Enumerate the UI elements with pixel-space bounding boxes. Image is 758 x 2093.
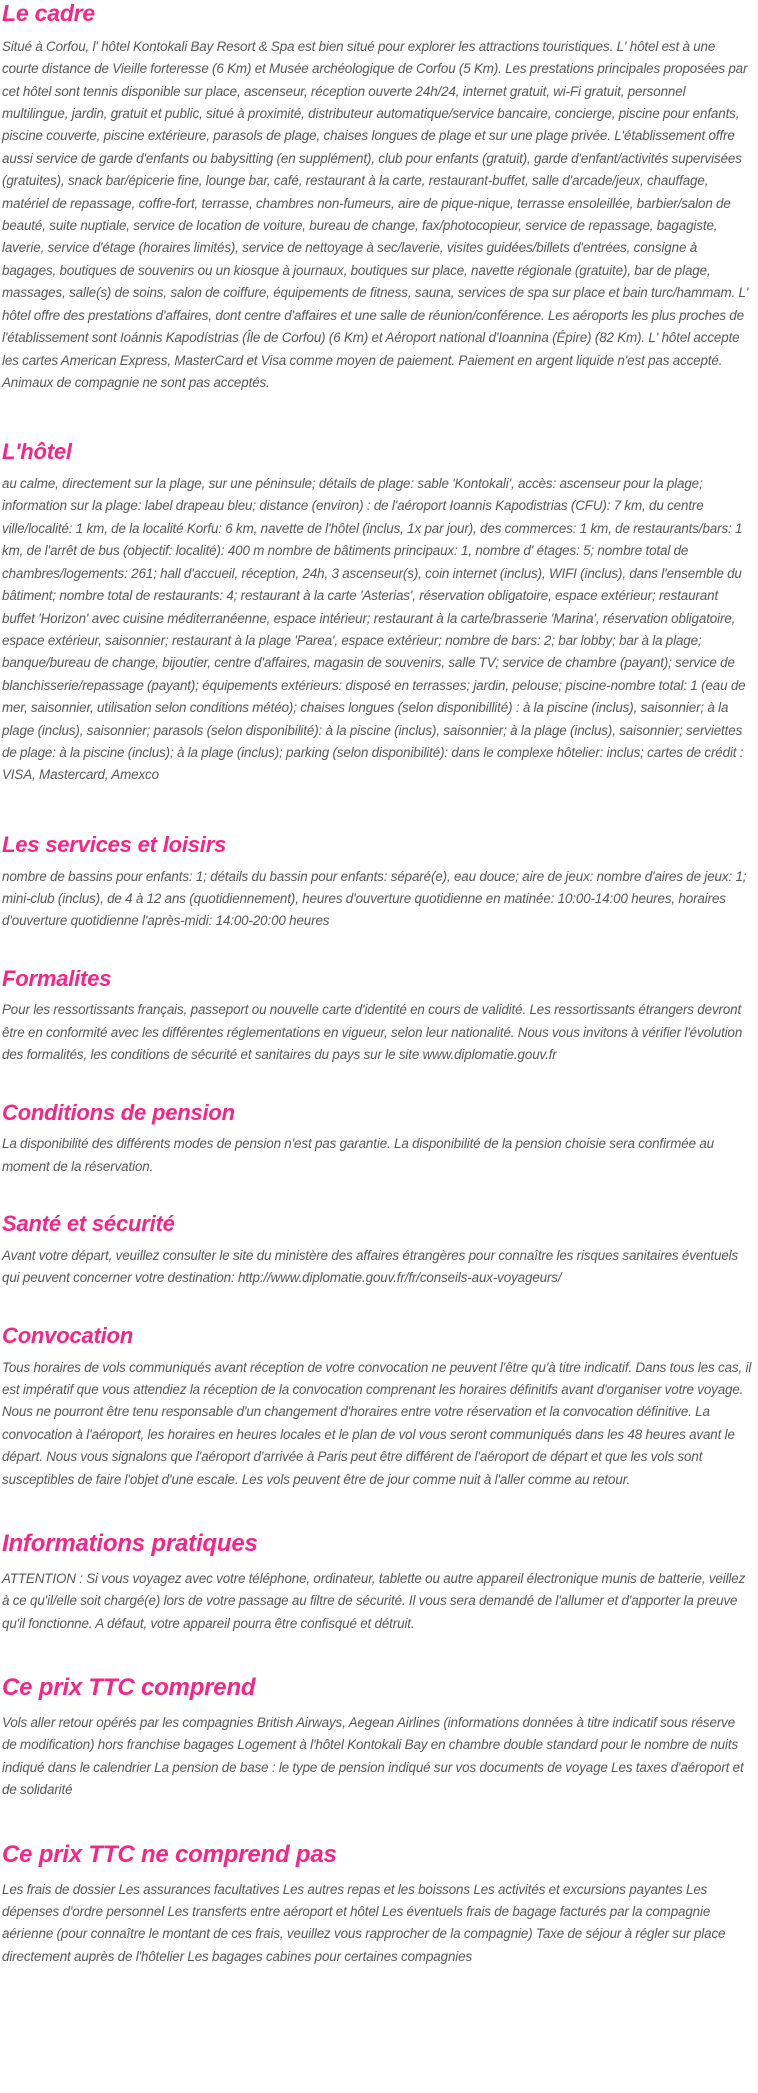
- section-title-convocation: Convocation: [2, 1322, 134, 1348]
- section-spacer: [2, 1635, 752, 1675]
- section-spacer: [2, 933, 752, 967]
- section-formalites: [2, 967, 752, 1067]
- section-title-l-hotel: L'hôtel: [2, 439, 72, 465]
- section-title-sante-et-securite: Santé et sécurité: [2, 1211, 175, 1237]
- section-title-ce-prix-ttc-comprend: Ce prix TTC comprend: [2, 1674, 256, 1702]
- section-body-sante-et-securite: Avant votre départ, veuillez consulter le site du ministère des affaires étrangères pour connaître les risques sanitaires éventuels qui peuvent concerner votre destination: http://www.diplomatie.gouv.fr/fr/conseils-aux-voyageurs/: [2, 1248, 739, 1286]
- section-spacer: [2, 1802, 752, 1842]
- section-body-l-hotel: au calme, directement sur la plage, sur une péninsule; détails de plage: sable 'Kontokali', accès: ascenseur pour la plage; information sur la plage: label drapeau bleu; distance (environ) : de l'aéroport Ioannis Kapodistrias (CFU): 7 km, du centre ville/localité: 1 km, de la localité Korfu: 6 km, navette de l'hôtel (inclus, 1x par jour), des commerces: 1 km, de restaurants/bars: 1 km, de l'arrêt de bus (objectif: localité): 400 m nombre de bâtiments principaux: 1, nombre d' étages: 5; nombre total de chambres/logements: 261; hall d'accueil, réception, 24h, 3 ascenseur(s), coin internet (inclus), WIFI (inclus), dans l'ensemble du bâtiment; nombre total de restaurants: 4; restaurant à la carte 'Asterias', réservation obligatoire, espace extérieur; restaurant buffet 'Horizon' avec cuisine méditerranéenne, espace intérieur; restaurant à la carte/brasserie 'Marina', réservation obligatoire, espace extérieur, saisonnier; restaurant à la plage 'Parea', espace extérieur; nombre de bars: 2; bar lobby; bar à la plage; banque/bureau de change, bijoutier, centre d'affaires, magasin de souvenirs, salle TV; service de chambre (payant); service de blanchisserie/repassage (payant); équipements extérieurs: disposé en terrasses; jardin, pelouse; piscine-nombre total: 1 (eau de mer, saisonnier, utilisation selon conditions météo); chaises longues (selon disponibillité) : à la piscine (inclus), saisonnier; à la plage (inclus), saisonnier; parasols (selon disponibilité): à la piscine (inclus), saisonnier; à la plage (inclus), saisonnier; serviettes de plage: à la piscine (inclus); à la plage (inclus); parking (selon disponibilité): dans le complexe hôtelier: inclus; cartes de crédit : VISA, Mastercard, Amexco: [2, 476, 746, 783]
- section-spacer: [2, 1491, 752, 1531]
- section-body-ce-prix-ttc-comprend: Vols aller retour opérés par les compagnies British Airways, Aegean Airlines (informations données à titre indicatif sous réserve de modification) hors franchise bagages Logement à l'hôtel Kontokali Bay en chambre double standard pour le nombre de nuits indiqué dans le calendrier La pension de base : le type de pension indiqué sur vos documents de voyage Les taxes d'aéroport et de solidarité: [2, 1715, 744, 1798]
- section-ce-prix-ttc-comprend: [2, 1675, 752, 1802]
- section-spacer: [2, 787, 752, 833]
- section-body-convocation: Tous horaires de vols communiqués avant réception de votre convocation ne peuvent l'être qu'à titre indicatif. Dans tous les cas, il est impératif que vous attendiez la réception de la convocation comprenant les horaires définitifs avant d'organiser votre voyage. Nous ne pourront être tenu responsable d'un changement d'horaires entre votre réservation et la convocation définitive. La convocation à l'aéroport, les horaires en heures locales et le plan de vol vous seront communiqués dans les 48 heures avant le départ. Nous vous signalons que l'aéroport d'arrivée à Paris peut être différent de l'aéroport de départ et que les vols sont susceptibles de faire l'objet d'une escale. Les vols peuvent être de jour comme nuit à l'aller comme au retour.: [2, 1359, 752, 1487]
- section-sante-et-securite: [2, 1212, 752, 1290]
- section-convocation: [2, 1324, 752, 1491]
- section-title-le-cadre: Le cadre: [2, 0, 96, 26]
- section-body-informations-pratiques: ATTENTION : Si vous voyagez avec votre téléphone, ordinateur, tablette ou autre appareil électronique munis de batterie, veillez à ce qu'il/elle soit chargé(e) lors de votre passage au filtre de sécurité. Il vous sera demandé de l'allumer et d'apporter la preuve qu'il fonctionne. A défaut, votre appareil pourra être confisqué et détruit.: [2, 1570, 746, 1631]
- section-le-cadre: [2, 0, 752, 394]
- section-spacer: [2, 394, 752, 440]
- section-title-conditions-de-pension: Conditions de pension: [2, 1099, 235, 1125]
- section-title-les-services-et-loisirs: Les services et loisirs: [2, 831, 227, 857]
- section-body-ce-prix-ttc-ne-comprend-pas: Les frais de dossier Les assurances facultatives Les autres repas et les boissons Les activités et excursions payantes Les dépenses d'ordre personnel Les transferts entre aéroport et hôtel Les éventuels frais de bagage facturés par la compagnie aérienne (pour connaître le montant de ces frais, veuillez vous rapprocher de la compagnie) Taxe de séjour à régler sur place directement auprès de l'hôtelier Les bagages cabines pour certaines compagnies: [2, 1881, 726, 1964]
- section-spacer: [2, 1067, 752, 1101]
- section-title-formalites: Formalites: [2, 965, 112, 991]
- section-title-informations-pratiques: Informations pratiques: [2, 1530, 258, 1558]
- section-spacer: [2, 1178, 752, 1212]
- section-ce-prix-ttc-ne-comprend-pas: [2, 1842, 752, 1969]
- section-conditions-de-pension: [2, 1101, 752, 1179]
- section-les-services-et-loisirs: [2, 833, 752, 933]
- section-body-les-services-et-loisirs: nombre de bassins pour enfants: 1; détails du bassin pour enfants: séparé(e), eau douce; aire de jeux: nombre d'aires de jeux: 1; mini-club (inclus), de 4 à 12 ans (quotidiennement), heures d'ouverture quotidienne en matinée: 10:00-14:00 heures, horaires d'ouverture quotidienne l'après-midi: 14:00-20:00 heures: [2, 868, 747, 929]
- section-l-hotel: [2, 440, 752, 786]
- section-spacer: [2, 1290, 752, 1324]
- section-body-conditions-de-pension: La disponibilité des différents modes de pension n'est pas garantie. La disponibilité de la pension choisie sera confirmée au moment de la réservation.: [2, 1136, 714, 1174]
- section-title-ce-prix-ttc-ne-comprend-pas: Ce prix TTC ne comprend pas: [2, 1840, 337, 1868]
- section-body-le-cadre: Situé à Corfou, l' hôtel Kontokali Bay Resort & Spa est bien situé pour explorer les attractions touristiques. L' hôtel est à une courte distance de Vieille forteresse (6 Km) et Musée archéologique de Corfou (5 Km). Les prestations principales proposées par cet hôtel sont tennis disponible sur place, ascenseur, réception ouverte 24h/24, internet gratuit, wi-Fi gratuit, personnel multilingue, jardin, gratuit et public, situé à proximité, distributeur automatique/service bancaire, concierge, piscine pour enfants, piscine couverte, piscine extérieure, parasols de plage, chaises longues de plage et sur une plage privée. L'établissement offre aussi service de garde d'enfants ou babysitting (en supplément), club pour enfants (gratuit), garde d'enfant/activités supervisées (gratuites), snack bar/épicerie fine, lounge bar, café, restaurant à la carte, restaurant-buffet, salle d'arcade/jeux, chauffage, matériel de repassage, coffre-fort, terrasse, chambres non-fumeurs, aire de pique-nique, terrasse ensoleillée, barbier/salon de beauté, suite nuptiale, service de location de voiture, bureau de change, fax/photocopieur, service de repassage, bagagiste, laverie, service d'étage (horaires limités), service de nettoyage à sec/laverie, visites guidées/billets d'entrées, consigne à bagages, boutiques de souvenirs ou un kiosque à journaux, boutiques sur place, navette régionale (gratuite), bar de plage, massages, salle(s) de soins, salon de coiffure, équipements de fitness, sauna, services de spa sur place et bain turc/hammam. L' hôtel offre des prestations d'affaires, dont centre d'affaires et une salle de réunion/conférence. Les aéroports les plus proches de l'établissement sont Ioánnis Kapodístrias (Île de Corfou) (6 Km) et Aéroport national d'Ioannina (Épire) (82 Km). L' hôtel accepte les cartes American Express, MasterCard et Visa comme moyen de paiement. Paiement en argent liquide n'est pas accepté. Animaux de compagnie ne sont pas acceptés.: [2, 38, 749, 390]
- section-informations-pratiques: [2, 1531, 752, 1635]
- section-body-formalites: Pour les ressortissants français, passeport ou nouvelle carte d'identité en cours de validité. Les ressortissants étrangers devront être en conformité avec les différentes réglementations en vigueur, selon leur nationalité. Nous vous invitons à vérifier l'évolution des formalités, les conditions de sécurité et sanitaires du pays sur le site www.diplomatie.gouv.fr: [2, 1002, 743, 1063]
